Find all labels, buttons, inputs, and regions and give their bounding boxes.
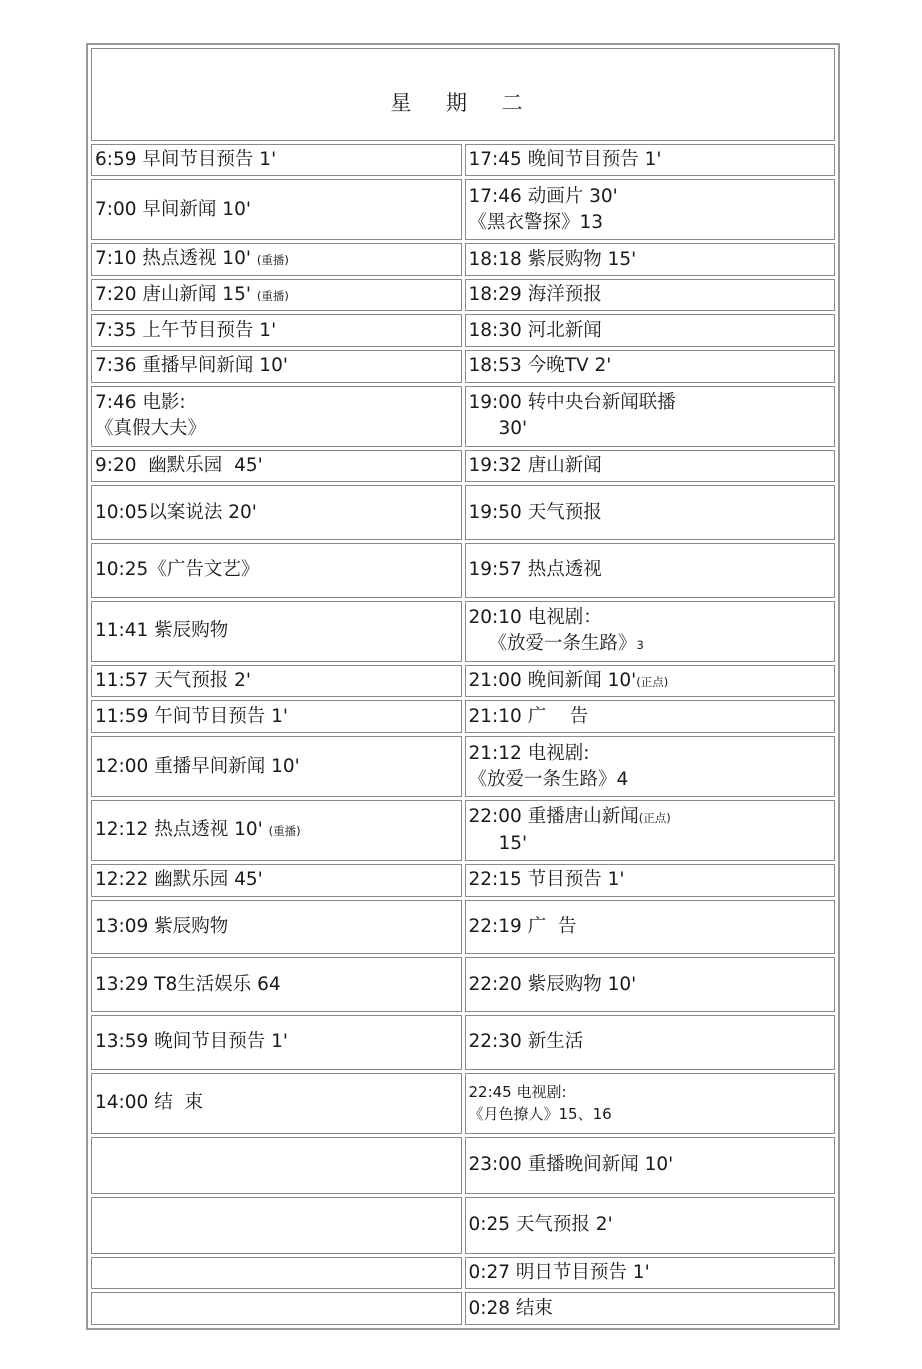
left-cell — [91, 736, 462, 797]
table-row — [91, 314, 835, 347]
program-entry: 11:41 紫辰购物 — [95, 620, 229, 642]
program-entry: 21:10 广 告 — [468, 705, 589, 727]
program-entry: 20:10 电视剧： — [468, 606, 602, 628]
program-entry: 14:00 结 束 — [95, 1092, 203, 1114]
program-entry: 23:00 重播晚间新闻 10' — [468, 1154, 674, 1176]
program-entry: 19:50 天气预报 — [468, 501, 602, 523]
table-row — [91, 386, 835, 447]
table-row — [91, 1137, 835, 1194]
left-cell — [91, 450, 462, 483]
left-cell-empty — [91, 1197, 462, 1254]
table-row — [91, 700, 835, 733]
table-row — [91, 144, 835, 177]
left-cell — [91, 314, 462, 347]
right-cell — [465, 736, 836, 797]
program-entry: 6:59 早间节目预告 1' — [95, 148, 277, 170]
program-entry: 11:59 午间节目预告 1' — [95, 705, 288, 727]
program-entry: 22:30 新生活 — [468, 1031, 584, 1053]
left-cell — [91, 800, 462, 861]
right-cell — [465, 144, 836, 177]
program-entry: 19:00 转中央台新闻联播 — [468, 392, 676, 414]
program-entry: 12:12 热点透视 10' — [95, 819, 263, 841]
program-title: 《真假大夫》 — [95, 418, 207, 440]
right-cell — [465, 450, 836, 483]
table-row — [91, 736, 835, 797]
program-entry: 7:00 早间新闻 10' — [95, 198, 251, 220]
left-cell — [91, 665, 462, 698]
program-entry: 22:45 电视剧: — [468, 1083, 567, 1102]
right-cell — [465, 1292, 836, 1325]
left-cell — [91, 957, 462, 1012]
table-row — [91, 450, 835, 483]
program-entry: 9:20 幽默乐园 45' — [95, 455, 263, 477]
program-entry: 12:22 幽默乐园 45' — [95, 869, 263, 891]
table-row — [91, 1197, 835, 1254]
left-cell-empty — [91, 1257, 462, 1290]
table-row — [91, 243, 835, 276]
rebroadcast-note: (重播) — [268, 824, 301, 839]
program-title: 《放爱一条生路》 — [488, 632, 637, 654]
left-cell-empty — [91, 1292, 462, 1325]
program-entry: 0:25 天气预报 2' — [468, 1214, 613, 1236]
right-cell — [465, 700, 836, 733]
program-entry: 0:28 结束 — [468, 1297, 553, 1319]
right-cell — [465, 864, 836, 897]
table-row — [91, 900, 835, 955]
program-entry: 22:00 重播唐山新闻 — [468, 806, 639, 828]
program-entry: 17:45 晚间节目预告 1' — [468, 148, 662, 170]
table-row — [91, 1292, 835, 1325]
program-entry: 11:57 天气预报 2' — [95, 670, 251, 692]
table-row — [91, 1257, 835, 1290]
right-cell — [465, 314, 836, 347]
left-cell — [91, 350, 462, 383]
table-row — [91, 957, 835, 1012]
program-entry: 7:36 重播早间新闻 10' — [95, 355, 288, 377]
program-duration: 30' — [498, 418, 528, 440]
left-cell — [91, 179, 462, 240]
table-row — [91, 543, 835, 598]
left-cell — [91, 543, 462, 598]
table-row — [91, 601, 835, 662]
on-the-hour-note: (正点) — [638, 811, 671, 826]
program-entry: 19:57 热点透视 — [468, 559, 602, 581]
program-entry: 18:30 河北新闻 — [468, 319, 602, 341]
left-cell — [91, 900, 462, 955]
program-title-line — [469, 631, 833, 658]
left-cell — [91, 243, 462, 276]
program-title: 《月色撩人》15、16 — [468, 1105, 612, 1124]
program-entry: 7:35 上午节目预告 1' — [95, 319, 277, 341]
left-cell — [91, 601, 462, 662]
right-cell — [465, 543, 836, 598]
program-entry: 18:18 紫辰购物 15' — [468, 248, 637, 270]
left-cell — [91, 1015, 462, 1070]
right-cell — [465, 800, 836, 861]
left-cell — [91, 279, 462, 312]
program-entry: 13:59 晚间节目预告 1' — [95, 1031, 288, 1053]
right-cell — [465, 601, 836, 662]
left-cell — [91, 386, 462, 447]
right-cell — [465, 350, 836, 383]
program-entry: 18:53 今晚TV 2' — [468, 355, 612, 377]
table-row — [91, 1015, 835, 1070]
program-entry: 10:25《广告文艺》 — [95, 559, 260, 581]
table-row — [91, 279, 835, 312]
episode-number: 3 — [636, 637, 644, 652]
left-cell — [91, 864, 462, 897]
right-cell — [465, 179, 836, 240]
schedule-title: 星 期 二 — [91, 48, 835, 141]
program-entry: 18:29 海洋预报 — [468, 284, 602, 306]
table-row — [91, 800, 835, 861]
left-cell — [91, 485, 462, 540]
left-cell — [91, 144, 462, 177]
rebroadcast-note: (重播) — [256, 253, 289, 268]
program-entry: 13:29 T8生活娱乐 64 — [95, 973, 281, 995]
program-entry: 17:46 动画片 30' — [468, 185, 618, 207]
right-cell — [465, 485, 836, 540]
table-row — [91, 179, 835, 240]
schedule-table — [88, 45, 838, 1328]
right-cell — [465, 1137, 836, 1194]
table-row — [91, 1073, 835, 1134]
program-entry: 0:27 明日节目预告 1' — [468, 1261, 650, 1283]
program-entry: 7:20 唐山新闻 15' — [95, 283, 251, 305]
right-cell — [465, 900, 836, 955]
table-row — [91, 485, 835, 540]
right-cell — [465, 243, 836, 276]
program-title: 《放爱一条生路》4 — [468, 768, 629, 790]
right-cell — [465, 1073, 836, 1134]
right-cell — [465, 1015, 836, 1070]
program-entry: 21:12 电视剧: — [468, 742, 590, 764]
program-entry-line — [469, 804, 833, 831]
left-cell-empty — [91, 1137, 462, 1194]
program-entry: 22:19 广 告 — [468, 916, 577, 938]
program-entry: 13:09 紫辰购物 — [95, 916, 229, 938]
right-cell — [465, 279, 836, 312]
rebroadcast-note: (重播) — [256, 288, 289, 303]
program-entry: 19:32 唐山新闻 — [468, 455, 602, 477]
table-row — [91, 665, 835, 698]
program-entry: 22:20 紫辰购物 10' — [468, 973, 637, 995]
right-cell — [465, 957, 836, 1012]
right-cell — [465, 665, 836, 698]
program-title: 《黑衣警探》13 — [468, 211, 604, 233]
table-row — [91, 864, 835, 897]
program-entry: 12:00 重播早间新闻 10' — [95, 755, 300, 777]
left-cell — [91, 1073, 462, 1134]
left-cell — [91, 700, 462, 733]
table-row — [91, 350, 835, 383]
on-the-hour-note: (正点) — [636, 674, 669, 689]
right-cell — [465, 1257, 836, 1290]
right-cell — [465, 386, 836, 447]
program-entry: 7:10 热点透视 10' — [95, 248, 251, 270]
program-duration: 15' — [498, 833, 528, 855]
program-entry: 7:46 电影: — [95, 392, 186, 414]
program-entry: 22:15 节目预告 1' — [468, 869, 625, 891]
program-entry: 10:05以案说法 20' — [95, 501, 257, 523]
schedule-table-frame — [86, 43, 840, 1330]
program-entry: 21:00 晚间新闻 10' — [468, 669, 637, 691]
right-cell — [465, 1197, 836, 1254]
